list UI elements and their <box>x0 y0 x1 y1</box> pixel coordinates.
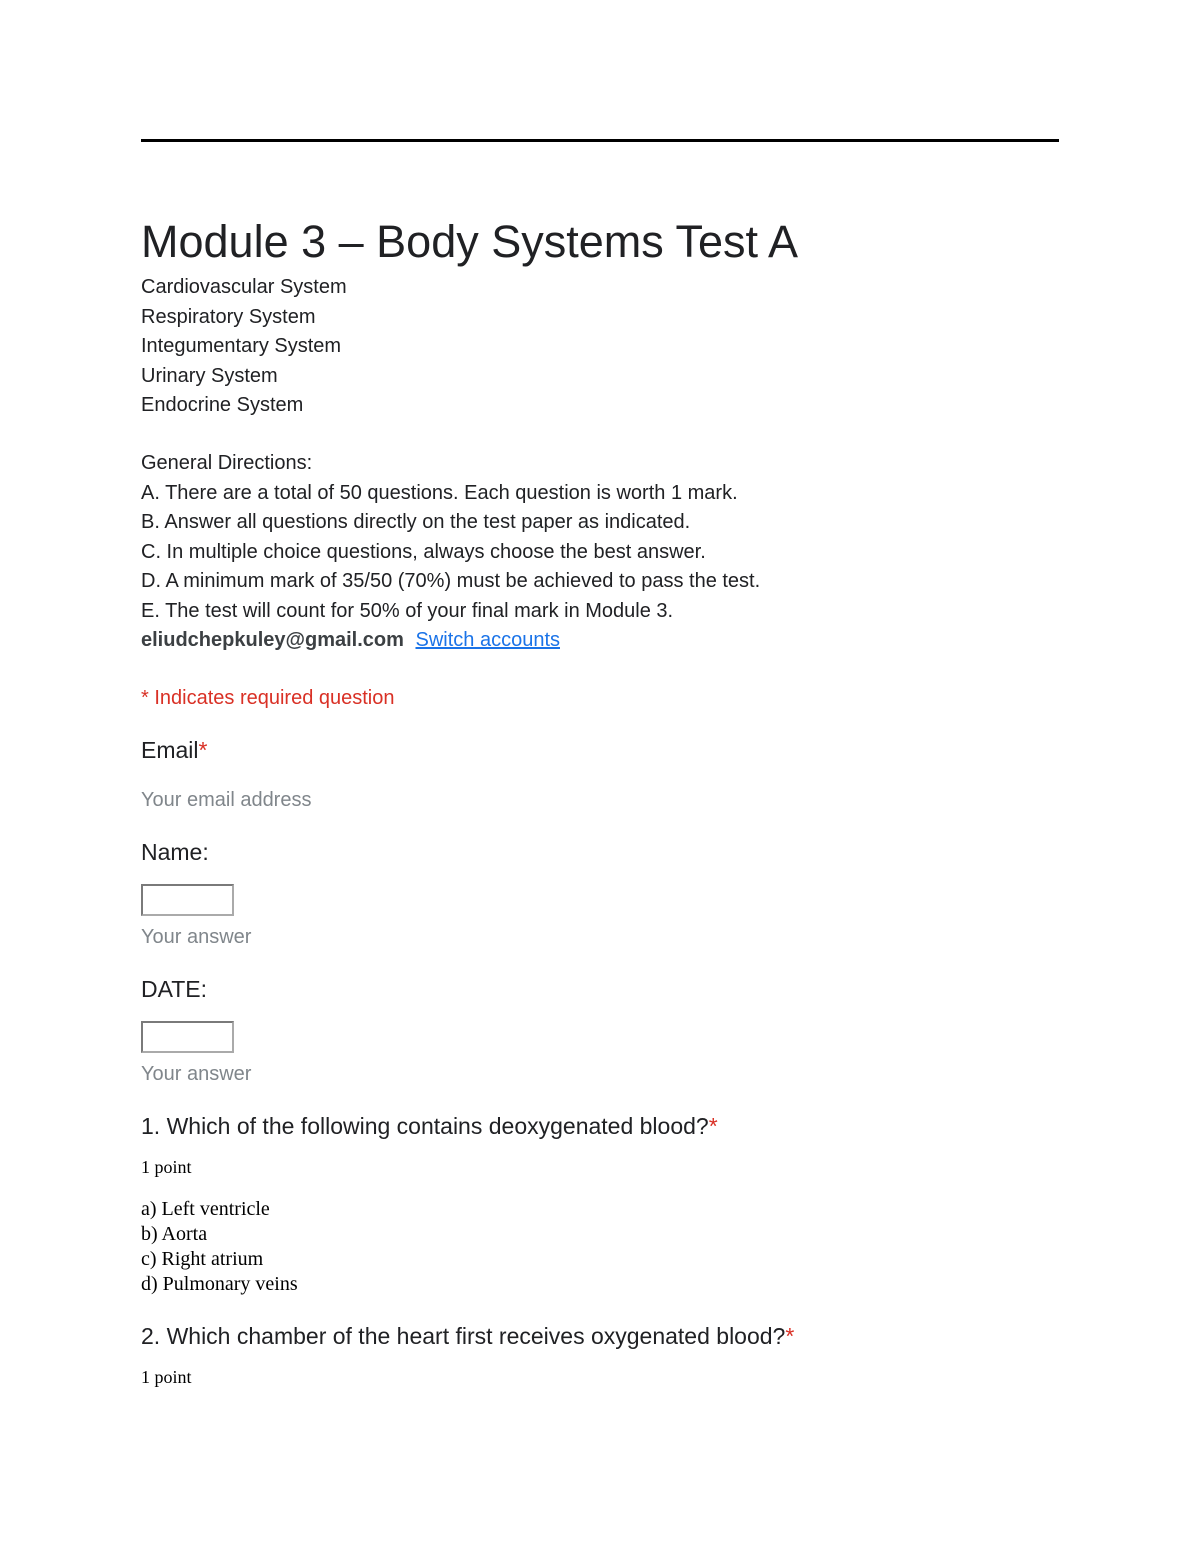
name-input-box[interactable] <box>141 884 234 916</box>
required-asterisk: * <box>785 1323 795 1349</box>
date-input-box[interactable] <box>141 1021 234 1053</box>
direction-item: D. A minimum mark of 35/50 (70%) must be achieved to pass the test. <box>141 570 761 592</box>
answer-option[interactable]: d) Pulmonary veins <box>141 1273 298 1295</box>
directions-heading: General Directions: <box>141 452 313 474</box>
email-label <box>141 735 207 765</box>
answer-option[interactable]: c) Right atrium <box>141 1248 264 1270</box>
question-2-points: 1 point <box>141 1367 192 1387</box>
required-asterisk: * <box>198 737 208 763</box>
system-item: Urinary System <box>141 364 278 387</box>
form-title: Module 3 – Body Systems Test A <box>141 216 799 267</box>
account-email: eliudchepkuley@gmail.com <box>141 629 404 651</box>
direction-item: E. The test will count for 50% of your final mark in Module 3. <box>141 599 674 622</box>
name-label: Name: <box>141 839 209 865</box>
system-item: Endocrine System <box>141 394 304 416</box>
direction-item: B. Answer all questions directly on the test paper as indicated. <box>141 511 691 533</box>
systems-list <box>141 273 347 421</box>
email-label-text: Email <box>141 737 199 763</box>
date-label: DATE: <box>141 976 208 1002</box>
system-item: Cardiovascular System <box>141 276 347 298</box>
account-bar <box>141 626 560 655</box>
system-item: Integumentary System <box>141 335 342 357</box>
answer-option[interactable]: a) Left ventricle <box>141 1198 270 1220</box>
question-1 <box>141 1111 718 1141</box>
question-2-text: 2. Which chamber of the heart first receives oxygenated blood? <box>141 1323 786 1349</box>
question-1-text: 1. Which of the following contains deoxygenated blood? <box>141 1113 709 1139</box>
answer-option[interactable]: b) Aorta <box>141 1223 208 1245</box>
direction-item: A. There are a total of 50 questions. Each question is worth 1 mark. <box>141 481 738 504</box>
email-input[interactable]: Your email address <box>141 789 312 811</box>
question-2 <box>141 1321 794 1351</box>
required-asterisk: * <box>708 1113 718 1139</box>
header-divider <box>141 139 1059 142</box>
switch-accounts-link[interactable]: Switch accounts <box>415 629 560 651</box>
required-note: * Indicates required question <box>141 687 395 709</box>
date-input-placeholder[interactable]: Your answer <box>141 1063 252 1085</box>
system-item: Respiratory System <box>141 305 316 328</box>
general-directions <box>141 449 760 626</box>
direction-item: C. In multiple choice questions, always choose the best answer. <box>141 540 706 563</box>
name-input-placeholder[interactable]: Your answer <box>141 926 252 948</box>
question-1-options <box>141 1197 298 1297</box>
question-1-points: 1 point <box>141 1157 192 1177</box>
